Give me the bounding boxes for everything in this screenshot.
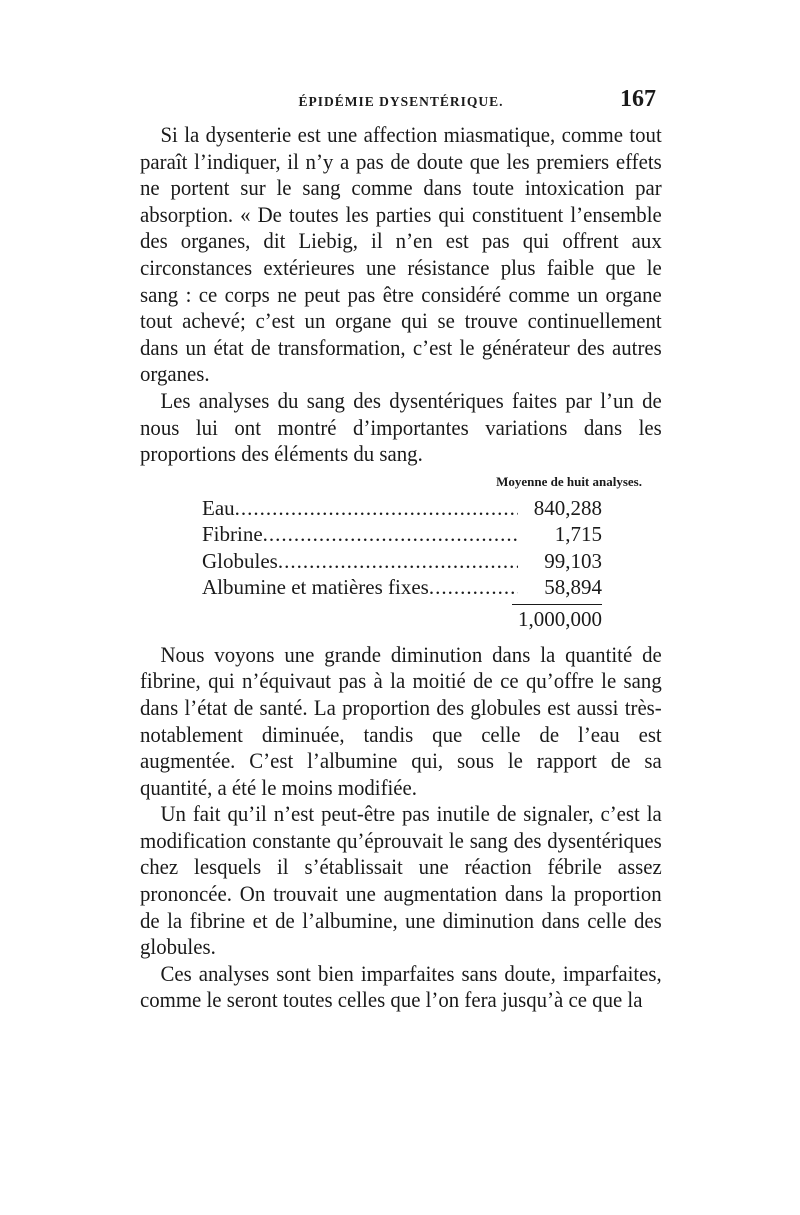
book-page (140, 86, 662, 1014)
table-row (202, 496, 602, 523)
page-number: 167 (620, 86, 656, 112)
row-value: 58,894 (544, 575, 602, 600)
running-head: ÉPIDÉMIE DYSENTÉRIQUE. (298, 94, 504, 109)
table-caption: Moyenne de huit analyses. (496, 473, 642, 489)
paragraph: Ces analyses sont bien imparfaites sans doute, imparfaites, comme le seront toutes celles que l’on fera jusqu’à ce que la (140, 960, 662, 1013)
leader-dots (278, 549, 518, 574)
row-label: Albumine et matières fixes (202, 575, 429, 600)
row-label: Eau (202, 495, 235, 520)
paragraph: Un fait qu’il n’est peut-être pas inutile de signaler, c’est la modification constante qu’éprouvait le sang des dysentériques chez lesquels il s’établissait une réaction fébrile assez prononcée. On trouvait une augmentation dans la proportion de la fibrine et de l’albumine, une diminution dans celle des globules. (140, 801, 662, 960)
table-row (202, 522, 602, 549)
table-total-row (202, 602, 602, 632)
table-row (202, 575, 602, 602)
table-total: 1,000,000 (512, 604, 602, 632)
table-row (202, 549, 602, 576)
row-value: 840,288 (533, 495, 602, 520)
row-label: Globules (202, 548, 278, 573)
row-value: 99,103 (544, 548, 602, 573)
body-text-bottom (140, 642, 662, 1014)
page-header (140, 86, 662, 122)
paragraph: Les analyses du sang des dysentériques faites par l’un de nous lui ont montré d’importantes variations dans les proportions des éléments du sang. (140, 387, 662, 467)
paragraph: Nous voyons une grande diminution dans la quantité de fibrine, qui n’équivaut pas à la moitié de ce qu’offre le sang dans l’état de santé. La proportion des globules est aussi très-notablement diminuée, tandis que celle de l’eau est augmentée. C’est l’albumine qui, sous le rapport de sa quantité, a été le moins modifiée. (140, 641, 662, 800)
body-text-top (140, 122, 662, 468)
row-value: 1,715 (554, 522, 602, 547)
leader-dots (429, 575, 518, 600)
row-label: Fibrine (202, 522, 263, 547)
leader-dots (263, 522, 518, 547)
analysis-table (202, 496, 602, 632)
paragraph: Si la dysenterie est une affection miasmatique, comme tout paraît l’indiquer, il n’y a pas de doute que les premiers effets ne portent sur le sang comme dans toute intoxication par absorption. « De toutes les parties qui constituent l’ensemble des organes, dit Liebig, il n’en est pas qui offrent aux circonstances extérieures une résistance plus faible que le sang : ce corps ne peut pas être considéré comme un organe tout achevé; c’est un organe qui se trouve continuellement dans un état de transformation, c’est le générateur des autres organes. (140, 122, 662, 387)
leader-dots (235, 496, 518, 521)
